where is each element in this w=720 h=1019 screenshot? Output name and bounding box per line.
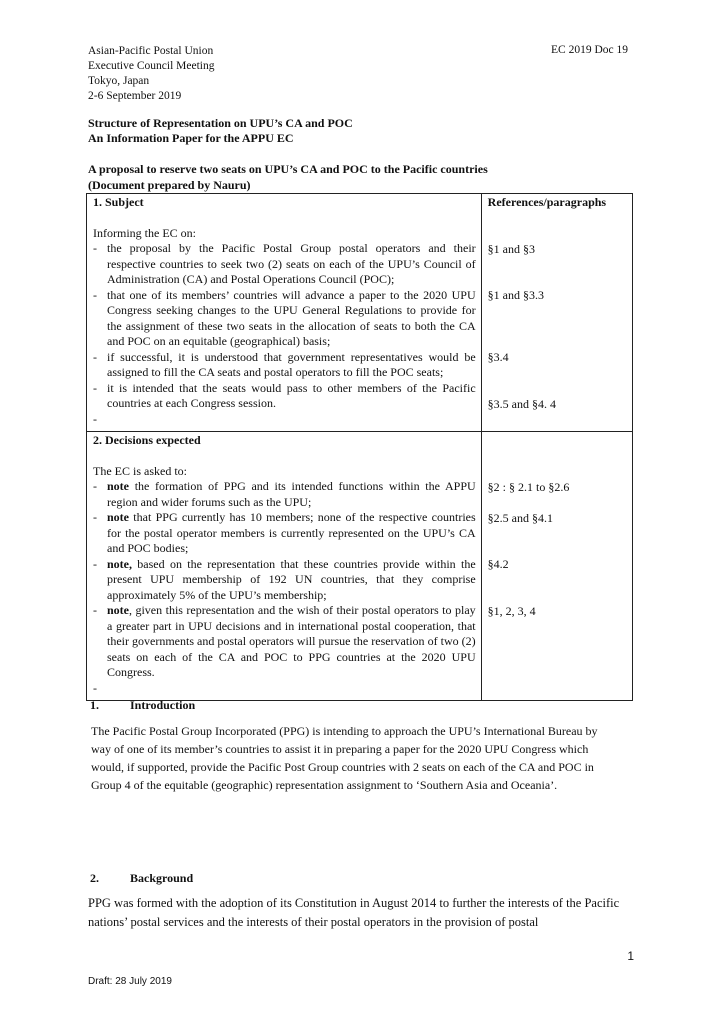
subject-cell [87,194,482,432]
doc-subtitle: An Information Paper for the APPU EC [88,131,294,145]
background-paragraph: PPG was formed with the adoption of its Constitution in August 2014 to further the interests of the Pacific nations’ postal services and the interests of their postal operators in the provision of postal [88,896,620,929]
page-number: 1 [627,949,634,963]
subject-heading: 1. Subject [93,195,144,209]
intro-paragraph: The Pacific Postal Group Incorporated (PPG) is intending to approach the UPU’s International Bureau by way of one of its member’s countries to assist it in preparing a paper for the 2020 UPU Congress which would, if supported, provide the Pacific Post Group countries with 2 seats on each of the CA and POC in Group 4 of the equitable (geographic) representation assignment to ‘Southern Asia and Oceania’. [91,724,598,792]
ref-item: §1 and §3 [487,241,535,256]
ref-item: §3.4 [487,350,509,364]
doc-reference: EC 2019 Doc 19 [551,44,628,56]
decisions-heading: 2. Decisions expected [93,433,201,447]
header-dates: 2-6 September 2019 [88,90,182,102]
header-meeting: Executive Council Meeting [88,60,215,72]
ref-item: §4.2 [487,557,509,571]
header-org: Asian-Pacific Postal Union [88,45,214,57]
list-item: - note the formation of PPG and its intended functions within the APPU region and wider forums such as the UPU; [93,479,476,509]
refs-heading: References/paragraphs [487,195,607,209]
trailing-dash: - [93,680,97,695]
decisions-intro: The EC is asked to: [93,463,187,478]
decisions-row [87,432,633,701]
header-location: Tokyo, Japan [88,75,150,87]
intro-heading: 1. Introduction [90,698,196,712]
background-heading: 2. Background [90,871,194,885]
ref-item: §2.5 and §4.1 [487,510,553,525]
prepared-by: (Document prepared by Nauru) [88,178,251,192]
draft-date: Draft: 28 July 2019 [88,976,172,987]
subject-intro: Informing the EC on: [93,225,196,240]
ref-item: §1 and §3.3 [487,288,544,302]
trailing-dash: - [93,411,97,426]
subject-refs-cell [481,194,632,432]
subject-row [87,194,633,432]
summary-table [86,193,633,701]
proposal-title: A proposal to reserve two seats on UPU’s CA and POC to the Pacific countries [88,162,488,176]
decisions-cell [87,432,482,701]
ref-item: §3.5 and §4. 4 [487,396,556,411]
list-item: - note, given this representation and the wish of their postal operators to play a greater part in UPU decisions and in international postal cooperation, that their governments and postal operators will pursue the reservation of two (2) seats on each of the CA and POC to PPG countries at the 2020 UPU Congress. [93,603,476,679]
decisions-refs-cell [481,432,632,701]
list-item: - note that PPG currently has 10 members; none of the respective countries for the postal operator members is currently represented on the UPU’s CA and POC bodies; [93,510,476,555]
list-item: - that one of its members’ countries will advance a paper to the 2020 UPU Congress seeking changes to the UPU General Regulations to provide for the assignment of these two seats in the allocation of seats to both the CA and POC on an equitable (geographical) basis; [93,287,476,348]
list-item: - the proposal by the Pacific Postal Group postal operators and their respective countries to seek two (2) seats on each of the UPU’s Council of Administration (CA) and Postal Operations Council (POC); [93,241,476,286]
doc-title: Structure of Representation on UPU’s CA and POC [88,116,353,130]
list-item: - note, based on the representation that these countries provide within the present UPU membership of 192 UN countries, that they comprise approximately 5% of the UPU’s membership; [93,556,476,602]
ref-item: §2 : § 2.1 to §2.6 [487,479,570,494]
list-item: - it is intended that the seats would pass to other members of the Pacific countries at each Congress session. [93,380,476,410]
ref-item: §1, 2, 3, 4 [487,603,536,618]
list-item: - if successful, it is understood that government representatives would be assigned to fill the CA seats and postal operators to fill the POC seats; [93,349,476,379]
